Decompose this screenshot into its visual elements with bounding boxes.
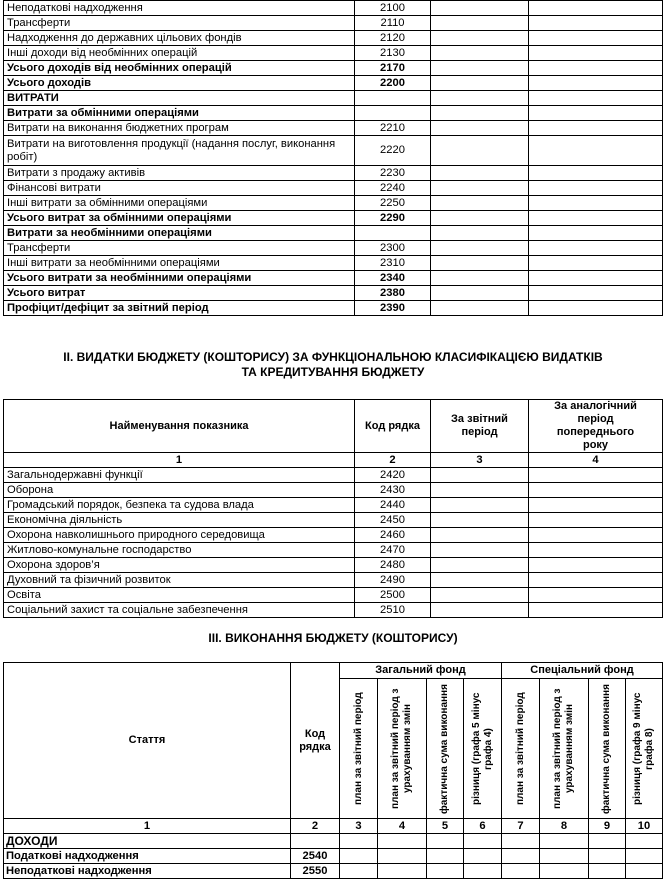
value-current-cell [431,498,529,513]
table-row [4,528,663,543]
header-article: Стаття [4,663,291,819]
value-current-cell [431,1,529,16]
header-general-plan: план за звітний період [340,679,378,819]
value-current-cell [431,588,529,603]
value-previous-cell [529,543,663,558]
header-special-plan: план за звітний період [502,679,540,819]
value-current-cell [431,136,529,166]
value-current-cell [431,31,529,46]
value-previous-cell [529,271,663,286]
row-code: 2170 [355,61,431,76]
header-code: Код рядка [291,663,340,819]
table-row [4,211,663,226]
table-row [4,483,663,498]
row-code: 2540 [291,849,340,864]
row-code: 2120 [355,31,431,46]
row-name: Усього доходів від необмінних операцій [4,61,355,76]
table-row [4,226,663,241]
table-row [4,543,663,558]
value-cell [502,849,540,864]
row-name: Витрати з продажу активів [4,166,355,181]
table-row [4,181,663,196]
column-number: 2 [291,819,340,834]
row-code: 2490 [355,573,431,588]
value-previous-cell [529,483,663,498]
column-number: 3 [431,453,529,468]
row-code: 2220 [355,136,431,166]
table-row [4,196,663,211]
value-previous-cell [529,588,663,603]
header-general-fund: Загальний фонд [340,663,502,679]
value-current-cell [431,573,529,588]
value-previous-cell [529,76,663,91]
value-current-cell [431,558,529,573]
header-special-actual: фактична сума виконання [589,679,626,819]
table-row [4,121,663,136]
value-previous-cell [529,136,663,166]
column-number: 3 [340,819,378,834]
value-current-cell [431,483,529,498]
row-name: Загальнодержавні функції [4,468,355,483]
value-current-cell [431,91,529,106]
row-name: Соціальний захист та соціальне забезпечення [4,603,355,618]
value-cell [626,849,663,864]
column-number: 2 [355,453,431,468]
table-row [4,573,663,588]
value-previous-cell [529,106,663,121]
header-special-fund: Спеціальний фонд [502,663,663,679]
section-2-title [0,350,666,380]
value-cell [427,864,464,879]
value-current-cell [431,181,529,196]
empty-cell [427,834,464,849]
row-name: Громадський порядок, безпека та судова влада [4,498,355,513]
row-name: Охорона навколишнього природного середовища [4,528,355,543]
table-row [4,558,663,573]
value-previous-cell [529,286,663,301]
row-code: 2100 [355,1,431,16]
row-code: 2430 [355,483,431,498]
row-name: Профіцит/дефіцит за звітний період [4,301,355,316]
value-cell [427,849,464,864]
row-code: 2550 [291,864,340,879]
value-current-cell [431,241,529,256]
row-name: Витрати на виготовлення продукції (надання послуг, виконання робіт) [4,136,355,166]
value-current-cell [431,543,529,558]
value-cell [340,864,378,879]
column-number-row [4,453,663,468]
row-name: Інші доходи від необмінних операцій [4,46,355,61]
value-current-cell [431,271,529,286]
row-name: Духовний та фізичний розвиток [4,573,355,588]
value-previous-cell [529,16,663,31]
value-cell [502,864,540,879]
header-general-diff: різниця (графа 5 мінус графа 4) [464,679,502,819]
row-code: 2250 [355,196,431,211]
row-code: 2510 [355,603,431,618]
table-row [4,498,663,513]
budget-execution-table [3,662,663,879]
header-code: Код рядка [355,400,431,453]
row-name: Трансферти [4,241,355,256]
table-row [4,256,663,271]
header-general-plan-changes: план за звітний період з урахуванням змін [378,679,427,819]
table-row [4,91,663,106]
value-current-cell [431,121,529,136]
value-previous-cell [529,256,663,271]
header-special-plan-changes: план за звітний період з урахуванням змін [540,679,589,819]
header-special-diff: різниця (графа 9 мінус графа 8) [626,679,663,819]
section-3-title: ІІІ. ВИКОНАННЯ БЮДЖЕТУ (КОШТОРИСУ) [208,631,458,645]
row-name: Трансферти [4,16,355,31]
column-number: 1 [4,453,355,468]
value-previous-cell [529,46,663,61]
value-previous-cell [529,528,663,543]
value-previous-cell [529,226,663,241]
value-previous-cell [529,558,663,573]
row-name: Неподаткові надходження [4,1,355,16]
header-general-actual: фактична сума виконання [427,679,464,819]
table-row [4,106,663,121]
table-row [4,136,663,166]
value-previous-cell [529,498,663,513]
value-previous-cell [529,31,663,46]
row-code: 2420 [355,468,431,483]
row-code: 2460 [355,528,431,543]
row-name: Фінансові витрати [4,181,355,196]
table-row [4,513,663,528]
empty-cell [589,834,626,849]
column-number: 1 [4,819,291,834]
row-code: 2340 [355,271,431,286]
value-previous-cell [529,573,663,588]
row-code: 2500 [355,588,431,603]
row-code: 2310 [355,256,431,271]
row-code [355,226,431,241]
empty-cell [626,834,663,849]
row-code: 2290 [355,211,431,226]
row-code: 2210 [355,121,431,136]
value-cell [589,849,626,864]
value-current-cell [431,76,529,91]
table-row [4,271,663,286]
value-previous-cell [529,61,663,76]
value-current-cell [431,46,529,61]
row-code: 2440 [355,498,431,513]
empty-cell [378,834,427,849]
header-name: Найменування показника [4,400,355,453]
value-current-cell [431,603,529,618]
row-code: 2200 [355,76,431,91]
column-number: 5 [427,819,464,834]
value-previous-cell [529,211,663,226]
value-cell [464,864,502,879]
table-row [4,76,663,91]
value-current-cell [431,256,529,271]
table-row [4,301,663,316]
value-previous-cell [529,301,663,316]
table-row [4,241,663,256]
value-previous-cell [529,468,663,483]
table-row [4,166,663,181]
value-previous-cell [529,121,663,136]
row-name: Охорона здоров’я [4,558,355,573]
table-header-row [4,400,663,453]
value-previous-cell [529,1,663,16]
row-name: ВИТРАТИ [4,91,355,106]
row-code: 2470 [355,543,431,558]
value-current-cell [431,106,529,121]
value-current-cell [431,61,529,76]
row-code [355,106,431,121]
value-cell [589,864,626,879]
table-row [4,286,663,301]
value-previous-cell [529,241,663,256]
row-name: Економічна діяльність [4,513,355,528]
row-code: 2300 [355,241,431,256]
table-row [4,849,663,864]
table-row [4,588,663,603]
row-name: Усього витрати за необмінними операціями [4,271,355,286]
value-previous-cell [529,603,663,618]
empty-cell [464,834,502,849]
row-name: Неподаткові надходження [4,864,291,879]
value-cell [464,849,502,864]
column-number-row [4,819,663,834]
row-name: Усього доходів [4,76,355,91]
row-code [355,91,431,106]
column-number: 4 [378,819,427,834]
column-number: 4 [529,453,663,468]
row-code: 2390 [355,301,431,316]
value-current-cell [431,166,529,181]
row-name: Витрати за необмінними операціями [4,226,355,241]
row-name: Усього витрат за обмінними операціями [4,211,355,226]
value-previous-cell [529,166,663,181]
table-row [4,468,663,483]
row-name: Усього витрат [4,286,355,301]
row-name: Оборона [4,483,355,498]
table-row [4,864,663,879]
row-code: 2480 [355,558,431,573]
section-row [4,834,663,849]
row-name: Освіта [4,588,355,603]
value-previous-cell [529,91,663,106]
value-current-cell [431,211,529,226]
row-code: 2450 [355,513,431,528]
financial-results-table [3,0,663,316]
column-number: 8 [540,819,589,834]
section-label: ДОХОДИ [4,834,291,849]
row-code: 2230 [355,166,431,181]
value-current-cell [431,286,529,301]
header-previous: За аналогічний період попереднього року [529,400,663,453]
value-cell [540,849,589,864]
row-code: 2110 [355,16,431,31]
row-name: Інші витрати за обмінними операціями [4,196,355,211]
value-cell [540,864,589,879]
value-current-cell [431,513,529,528]
value-cell [378,849,427,864]
table-row [4,603,663,618]
row-name: Податкові надходження [4,849,291,864]
row-code: 2130 [355,46,431,61]
value-current-cell [431,468,529,483]
row-name: Житлово-комунальне господарство [4,543,355,558]
row-name: Витрати на виконання бюджетних програм [4,121,355,136]
row-code: 2240 [355,181,431,196]
empty-cell [340,834,378,849]
section-2-title-line1: ІІ. ВИДАТКИ БЮДЖЕТУ (КОШТОРИСУ) ЗА ФУНКЦІОНАЛЬНОЮ КЛАСИФІКАЦІЄЮ ВИДАТКІВ [63,350,603,364]
row-name: Надходження до державних цільових фондів [4,31,355,46]
section-2-title-line2: ТА КРЕДИТУВАННЯ БЮДЖЕТУ [241,365,425,379]
table-row [4,46,663,61]
value-current-cell [431,528,529,543]
header-current: За звітний період [431,400,529,453]
value-cell [340,849,378,864]
value-cell [378,864,427,879]
column-number: 10 [626,819,663,834]
empty-cell [540,834,589,849]
row-name: Витрати за обмінними операціями [4,106,355,121]
column-number: 7 [502,819,540,834]
row-name: Інші витрати за необмінними операціями [4,256,355,271]
table-row [4,1,663,16]
table-row [4,16,663,31]
row-code: 2380 [355,286,431,301]
value-current-cell [431,301,529,316]
value-cell [626,864,663,879]
value-previous-cell [529,181,663,196]
value-previous-cell [529,513,663,528]
table-row [4,31,663,46]
empty-cell [291,834,340,849]
empty-cell [502,834,540,849]
functional-expenses-table [3,399,663,618]
value-previous-cell [529,196,663,211]
column-number: 6 [464,819,502,834]
value-current-cell [431,16,529,31]
column-number: 9 [589,819,626,834]
value-current-cell [431,226,529,241]
value-current-cell [431,196,529,211]
table-header-row [4,663,663,679]
table-row [4,61,663,76]
